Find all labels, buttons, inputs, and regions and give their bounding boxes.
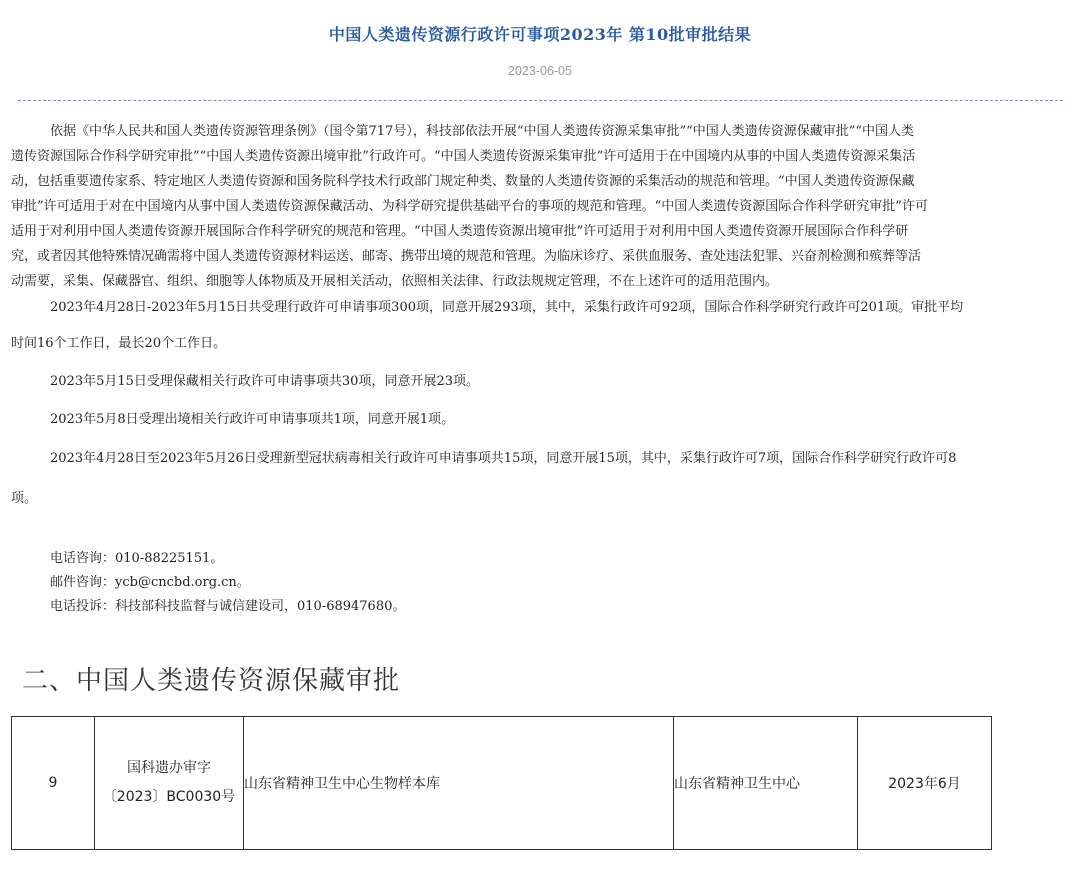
intro-line-4: 审批”许可适用于对在中国境内从事中国人类遗传资源保藏活动、为科学研究提供基础平台的事项的规范和管理。“中国人类遗传资源国际合作科学研究审批”许可 (11, 199, 928, 214)
table-row (12, 717, 992, 850)
stats-paragraph-3: 2023年5月8日受理出境相关行政许可申请事项共1项，同意开展1项。 (50, 412, 455, 427)
contact-block (50, 547, 405, 619)
cell-number: 9 (12, 717, 95, 850)
article-title: 中国人类遗传资源行政许可事项2023年 第10批审批结果 (328, 25, 752, 44)
cell-project-name: 山东省精神卫生中心生物样本库 (244, 717, 674, 850)
intro-paragraph (50, 119, 914, 144)
contact-complaint: 电话投诉：科技部科技监督与诚信建设司，010-68947680。 (50, 599, 406, 614)
intro-line-7: 动需要，采集、保藏器官、组织、细胞等人体物质及开展相关活动，依照相关法律、行政法规规定管理，不在上述许可的适用范围内。 (11, 274, 779, 289)
intro-line-1: 依据《中华人民共和国人类遗传资源管理条例》（国令第717号），科技部依法开展“中国人类遗传资源采集审批”“中国人类遗传资源保藏审批”“中国人类 (50, 124, 915, 139)
intro-line-3: 动，包括重要遗传家系、特定地区人类遗传资源和国务院科学技术行政部门规定种类、数量的人类遗传资源的采集活动的规范和管理。“中国人类遗传资源保藏 (11, 174, 915, 189)
publish-date: 2023-06-05 (508, 64, 572, 78)
title-divider (18, 100, 1063, 101)
contact-phone: 电话咨询：010-88225151。 (50, 551, 224, 566)
cell-approval-code (95, 717, 244, 850)
intro-line-6: 究，或者因其他特殊情况确需将中国人类遗传资源材料运送、邮寄、携带出境的规范和管理。为临床诊疗、采供血服务、查处违法犯罪、兴奋剂检测和殡葬等活 (11, 249, 922, 264)
cell-date: 2023年6月 (858, 717, 992, 850)
approval-table (11, 716, 992, 850)
section-heading: 二、中国人类遗传资源保藏审批 (22, 666, 401, 696)
stats-paragraph-4: 2023年4月28日至2023年5月26日受理新型冠状病毒相关行政许可申请事项共15项，同意开展15项，其中，采集行政许可7项，国际合作科学研究行政许可8 (50, 451, 957, 466)
intro-line-5: 适用于对利用中国人类遗传资源开展国际合作科学研究的规范和管理。“中国人类遗传资源出境审批”许可适用于对利用中国人类遗传资源开展国际合作科学研 (11, 224, 909, 239)
stats-paragraph-1-cont: 时间16个工作日，最长20个工作日。 (11, 336, 227, 351)
approval-code-line-1: 国科遗办审字 (127, 760, 211, 776)
stats-paragraph-2: 2023年5月15日受理保藏相关行政许可申请事项共30项，同意开展23项。 (50, 374, 479, 389)
intro-paragraph-body (11, 144, 928, 294)
stats-paragraph-4-cont: 项。 (11, 491, 38, 506)
approval-code-line-2: 〔2023〕BC0030号 (102, 789, 236, 805)
intro-line-2: 遗传资源国际合作科学研究审批”“中国人类遗传资源出境审批”行政许可。“中国人类遗传资源采集审批”许可适用于在中国境内从事的中国人类遗传资源采集活 (11, 149, 916, 164)
contact-email: 邮件咨询：ycb@cncbd.org.cn。 (50, 575, 250, 590)
stats-paragraph-1: 2023年4月28日-2023年5月15日共受理行政许可申请事项300项，同意开展293项，其中，采集行政许可92项，国际合作科学研究行政许可201项。审批平均 (50, 300, 964, 315)
cell-organization: 山东省精神卫生中心 (674, 717, 858, 850)
